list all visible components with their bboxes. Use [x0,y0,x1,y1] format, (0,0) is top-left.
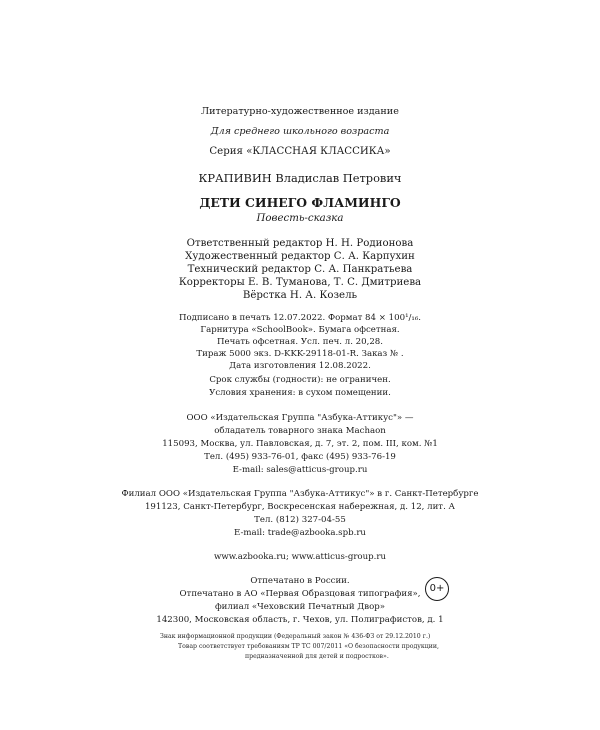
branch-line: Филиал ООО «Издательская Группа "Азбука-Аттикус"» в г. Санкт-Петербурге [121,489,479,499]
printer-line: Отпечатано в АО «Первая Образцовая типография», [179,589,421,599]
websites: www.azbooka.ru; www.atticus-group.ru [213,552,387,562]
credit-line: Корректоры Е. В. Туманова, Т. С. Дмитриева [178,277,422,288]
print-info-line: Печать офсетная. Усл. печ. л. 20,28. [216,337,383,347]
fine-print-line: предназначенной для детей и подростков». [245,653,389,660]
edition-type: Литературно-художественное издание [201,106,399,117]
printer-line: 142300, Московская область, г. Чехов, ул. Полиграфистов, д. 1 [156,615,444,625]
branch-line: 191123, Санкт-Петербург, Воскресенская набережная, д. 12, лит. А [144,502,456,512]
publisher-email: E-mail: sales@atticus-group.ru [232,465,368,475]
fine-print-line: Товар соответствует требованиям ТР ТС 007/2011 «О безопасности продукции, [178,643,439,650]
print-info-line: Тираж 5000 экз. D-KKK-29118-01-R. Заказ № . [196,349,404,359]
print-info-line: Условия хранения: в сухом помещении. [209,388,391,398]
publisher-line: обладатель товарного знака Machaon [214,426,386,436]
series-name: Серия «КЛАССНАЯ КЛАССИКА» [209,146,391,157]
publisher-line: Тел. (495) 933-76-01, факс (495) 933-76-19 [204,452,396,462]
credit-line: Технический редактор С. А. Панкратьева [187,264,413,275]
credit-line: Вёрстка Н. А. Козель [242,290,358,301]
credit-line: Ответственный редактор Н. Н. Родионова [186,238,414,249]
print-info-line: Гарнитура «SchoolBook». Бумага офсетная. [200,325,400,335]
print-info-line: Срок службы (годности): не ограничен. [209,375,391,385]
book-genre: Повесть-сказка [256,213,344,224]
printer-line: Отпечатано в России. [250,576,350,586]
print-info-line: Подписано в печать 12.07.2022. Формат 84 × 100¹/₁₆. [178,313,422,323]
publisher-line: ООО «Издательская Группа "Азбука-Аттикус"» — [186,413,414,423]
branch-email: E-mail: trade@azbooka.spb.ru [234,528,366,538]
printer-line: филиал «Чеховский Печатный Двор» [214,602,386,612]
credit-line: Художественный редактор С. А. Карпухин [185,251,415,262]
book-title: ДЕТИ СИНЕГО ФЛАМИНГО [199,195,401,210]
age-rating-badge: 0+ [425,577,449,601]
publisher-line: 115093, Москва, ул. Павловская, д. 7, эт. 2, пом. III, ком. №1 [162,439,438,449]
age-category: Для среднего школьного возраста [210,126,390,137]
print-info-line: Дата изготовления 12.08.2022. [229,361,371,371]
fine-print-line: Знак информационной продукции (Федеральный закон № 436-ФЗ от 29.12.2010 г.) [160,633,431,640]
branch-line: Тел. (812) 327-04-55 [254,515,346,525]
author-name: КРАПИВИН Владислав Петрович [198,171,402,185]
